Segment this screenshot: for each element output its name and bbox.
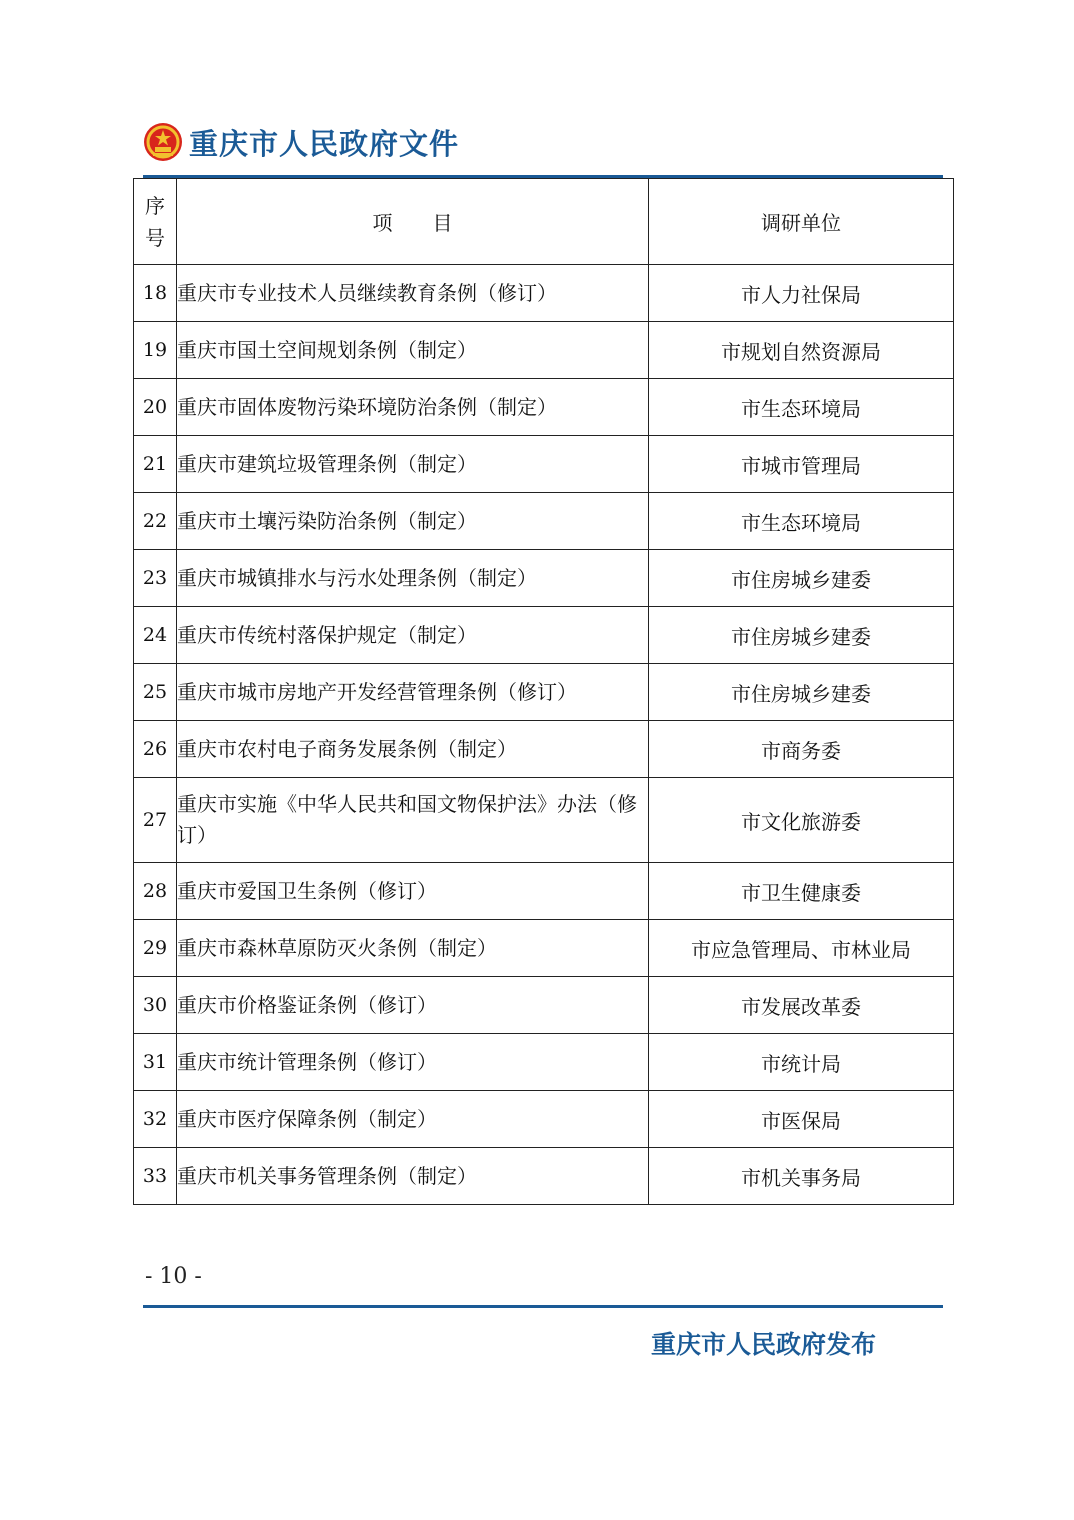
footer-rule bbox=[143, 1305, 943, 1308]
row-project: 重庆市土壤污染防治条例（制定） bbox=[177, 493, 649, 550]
header-no: 序 号 bbox=[134, 179, 177, 265]
table-row bbox=[134, 1034, 954, 1091]
row-project: 重庆市传统村落保护规定（制定） bbox=[177, 607, 649, 664]
row-number: 23 bbox=[134, 550, 177, 607]
table-body bbox=[134, 265, 954, 1205]
row-number: 22 bbox=[134, 493, 177, 550]
row-number: 21 bbox=[134, 436, 177, 493]
row-project: 重庆市森林草原防灭火条例（制定） bbox=[177, 920, 649, 977]
row-unit: 市医保局 bbox=[649, 1091, 954, 1148]
row-project: 重庆市农村电子商务发展条例（制定） bbox=[177, 721, 649, 778]
row-unit: 市统计局 bbox=[649, 1034, 954, 1091]
row-project: 重庆市医疗保障条例（制定） bbox=[177, 1091, 649, 1148]
document-header bbox=[143, 118, 459, 166]
row-unit: 市生态环境局 bbox=[649, 493, 954, 550]
row-project: 重庆市建筑垃圾管理条例（制定） bbox=[177, 436, 649, 493]
row-unit: 市卫生健康委 bbox=[649, 863, 954, 920]
table-row bbox=[134, 920, 954, 977]
row-unit: 市住房城乡建委 bbox=[649, 664, 954, 721]
row-unit: 市住房城乡建委 bbox=[649, 550, 954, 607]
footer-publisher: 重庆市人民政府发布 bbox=[651, 1330, 877, 1359]
table-row bbox=[134, 664, 954, 721]
row-number: 31 bbox=[134, 1034, 177, 1091]
row-project: 重庆市实施《中华人民共和国文物保护法》办法（修订） bbox=[177, 778, 649, 863]
table-row bbox=[134, 493, 954, 550]
row-number: 20 bbox=[134, 379, 177, 436]
row-number: 26 bbox=[134, 721, 177, 778]
row-unit: 市城市管理局 bbox=[649, 436, 954, 493]
table-row bbox=[134, 322, 954, 379]
row-unit: 市规划自然资源局 bbox=[649, 322, 954, 379]
table-row bbox=[134, 1091, 954, 1148]
row-project: 重庆市城镇排水与污水处理条例（制定） bbox=[177, 550, 649, 607]
row-project: 重庆市爱国卫生条例（修订） bbox=[177, 863, 649, 920]
table-header-row bbox=[134, 179, 954, 265]
row-number: 24 bbox=[134, 607, 177, 664]
row-unit: 市文化旅游委 bbox=[649, 778, 954, 863]
table-row bbox=[134, 1148, 954, 1205]
row-unit: 市商务委 bbox=[649, 721, 954, 778]
table-row bbox=[134, 607, 954, 664]
row-number: 30 bbox=[134, 977, 177, 1034]
national-emblem-icon bbox=[143, 122, 183, 162]
page-number: - 10 - bbox=[145, 1264, 202, 1289]
row-unit: 市生态环境局 bbox=[649, 379, 954, 436]
row-number: 25 bbox=[134, 664, 177, 721]
row-project: 重庆市国土空间规划条例（制定） bbox=[177, 322, 649, 379]
row-project: 重庆市专业技术人员继续教育条例（修订） bbox=[177, 265, 649, 322]
row-number: 18 bbox=[134, 265, 177, 322]
row-unit: 市发展改革委 bbox=[649, 977, 954, 1034]
row-unit: 市机关事务局 bbox=[649, 1148, 954, 1205]
row-number: 33 bbox=[134, 1148, 177, 1205]
row-project: 重庆市价格鉴证条例（修订） bbox=[177, 977, 649, 1034]
row-project: 重庆市固体废物污染环境防治条例（制定） bbox=[177, 379, 649, 436]
header-title: 重庆市人民政府文件 bbox=[189, 126, 460, 161]
row-unit: 市人力社保局 bbox=[649, 265, 954, 322]
table-row bbox=[134, 436, 954, 493]
row-number: 29 bbox=[134, 920, 177, 977]
row-unit: 市住房城乡建委 bbox=[649, 607, 954, 664]
row-unit: 市应急管理局、市林业局 bbox=[649, 920, 954, 977]
row-number: 28 bbox=[134, 863, 177, 920]
table-row bbox=[134, 550, 954, 607]
header-unit: 调研单位 bbox=[649, 179, 954, 265]
table-row bbox=[134, 721, 954, 778]
row-project: 重庆市机关事务管理条例（制定） bbox=[177, 1148, 649, 1205]
table-row bbox=[134, 265, 954, 322]
project-table bbox=[133, 178, 954, 1205]
row-number: 19 bbox=[134, 322, 177, 379]
header-project: 项 目 bbox=[177, 179, 649, 265]
row-project: 重庆市统计管理条例（修订） bbox=[177, 1034, 649, 1091]
row-project: 重庆市城市房地产开发经营管理条例（修订） bbox=[177, 664, 649, 721]
table-row bbox=[134, 977, 954, 1034]
table-row bbox=[134, 863, 954, 920]
table-row bbox=[134, 379, 954, 436]
row-number: 32 bbox=[134, 1091, 177, 1148]
row-number: 27 bbox=[134, 778, 177, 863]
table-row bbox=[134, 778, 954, 863]
